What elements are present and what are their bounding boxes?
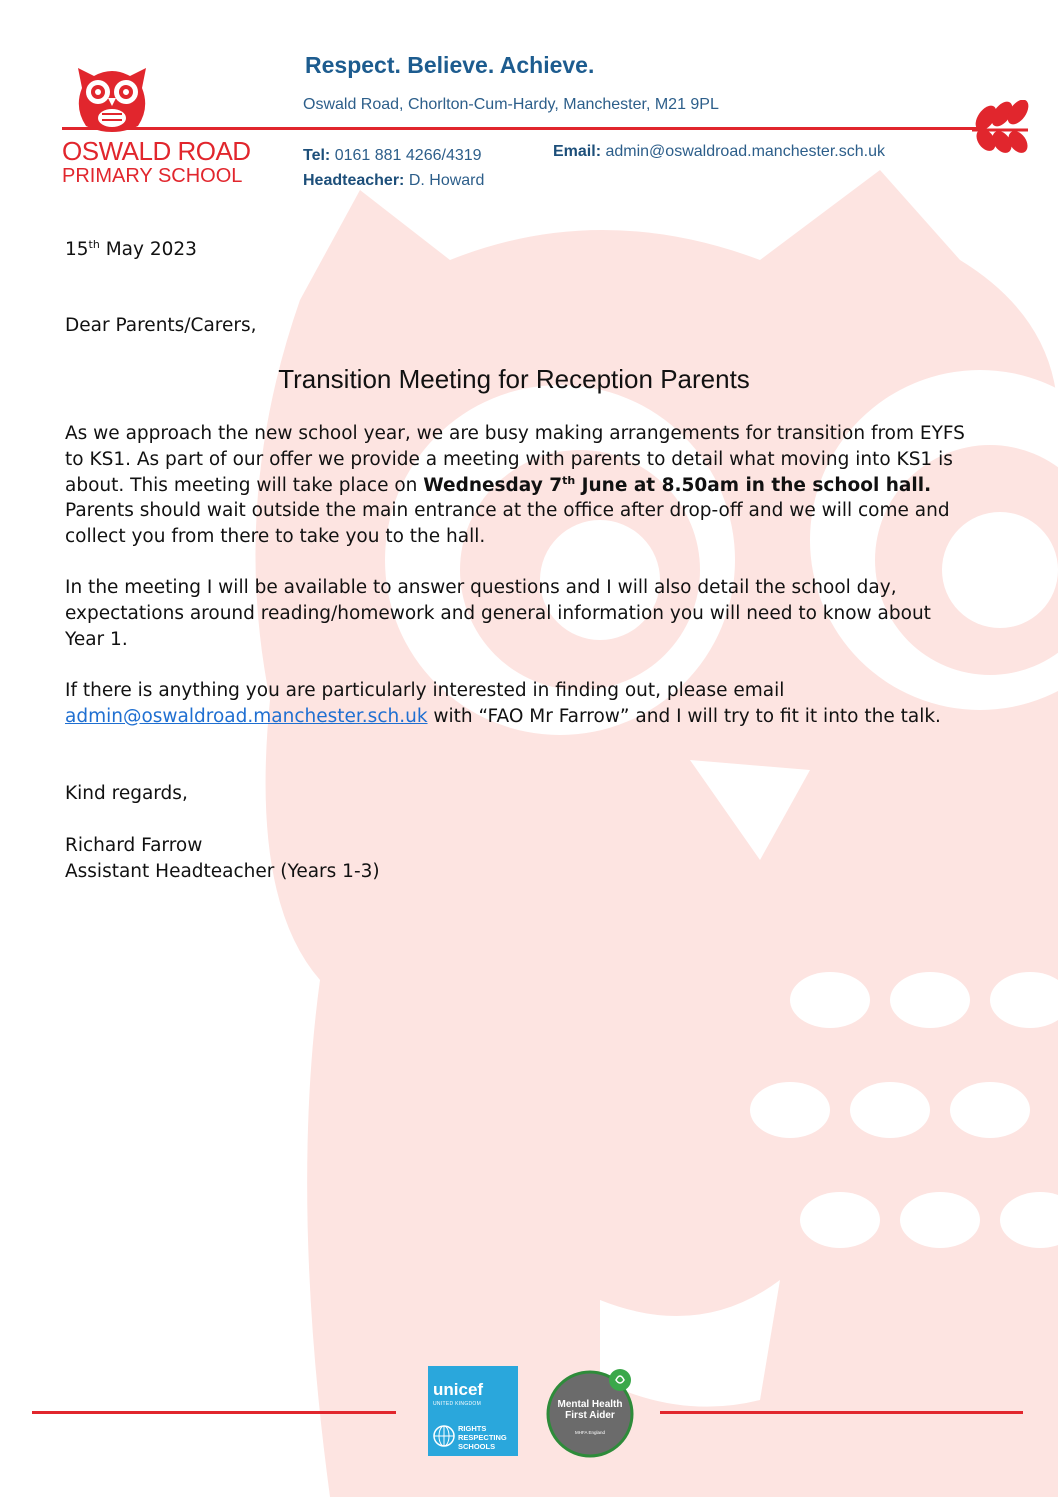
mhfa-line1: Mental Health xyxy=(557,1399,623,1410)
tel-label: Tel: xyxy=(303,147,331,164)
p1-text-a: As we approach the new school year, we are busy making arrangements for transition from EYFS to KS1. As part of our offer we provide a meeting with parents to detail what moving into KS1 is about. This meeting will take place on xyxy=(65,423,965,496)
telephone xyxy=(303,143,484,168)
paragraph-3 xyxy=(65,678,970,730)
email-link[interactable]: admin@oswaldroad.manchester.sch.uk xyxy=(65,705,428,727)
owl-logo-icon xyxy=(72,58,152,138)
mhfa-line2: First Aider xyxy=(565,1410,615,1421)
paragraph-2: In the meeting I will be available to answer questions and I will also detail the school day, expectations around reading/homework and general information you will need to know about Year 1. xyxy=(65,577,931,650)
header-divider xyxy=(62,127,980,130)
mhfa-org: MHFA England xyxy=(574,1430,606,1435)
letter-title: Transition Meeting for Reception Parents xyxy=(278,364,750,394)
unicef-name: unicef xyxy=(433,1380,484,1399)
header-email xyxy=(553,143,885,161)
p1-bold-a: Wednesday 7 xyxy=(423,474,563,496)
email-label: Email: xyxy=(553,143,602,160)
school-logo xyxy=(62,58,262,190)
rrs-line3: SCHOOLS xyxy=(458,1442,496,1451)
signature-block xyxy=(65,833,380,885)
date-suffix: th xyxy=(88,237,100,251)
p1-text-b: Parents should wait outside the main entrance at the office after drop-off and we will come and collect you from there to take you to the hall. xyxy=(65,500,950,548)
p1-meeting-details xyxy=(423,475,931,496)
laurel-icon xyxy=(968,100,1034,154)
headteacher xyxy=(303,168,484,193)
tel-value: 0161 881 4266/4319 xyxy=(334,147,482,164)
footer-divider-right xyxy=(660,1411,1023,1414)
globe-icon xyxy=(432,1424,456,1448)
letter-date xyxy=(65,237,197,263)
unicef-rrs-badge xyxy=(428,1366,518,1456)
head-value: D. Howard xyxy=(408,172,485,189)
rrs-line2: RESPECTING xyxy=(458,1433,507,1442)
signatory-name: Richard Farrow xyxy=(65,835,203,856)
footer-divider-left xyxy=(32,1411,396,1414)
p1-bold-sup: th xyxy=(562,473,576,487)
school-motto: Respect. Believe. Achieve. xyxy=(305,52,595,78)
head-label: Headteacher: xyxy=(303,172,405,189)
rrs-text xyxy=(458,1424,507,1451)
date-day: 15 xyxy=(65,239,89,260)
unicef-country: UNITED KINGDOM xyxy=(433,1401,482,1407)
mhfa-title xyxy=(544,1399,636,1421)
mhfa-badge xyxy=(544,1366,636,1458)
p3-text-a: If there is anything you are particularly interested in finding out, please email xyxy=(65,680,785,701)
school-name xyxy=(62,138,272,186)
salutation: Dear Parents/Carers, xyxy=(65,315,257,336)
rrs-line1: RIGHTS xyxy=(458,1424,487,1433)
p3-text-b: with “FAO Mr Farrow” and I will try to fit it into the talk. xyxy=(427,705,941,727)
school-name-line1: OSWALD ROAD xyxy=(62,136,251,166)
signatory-role: Assistant Headteacher (Years 1-3) xyxy=(65,860,380,882)
p1-bold-b: June at 8.50am in the school hall. xyxy=(575,474,932,496)
school-name-line2: PRIMARY SCHOOL xyxy=(62,165,243,187)
paragraph-1 xyxy=(65,421,970,550)
date-rest: May 2023 xyxy=(99,239,197,260)
contact-block xyxy=(303,143,484,193)
email-value[interactable]: admin@oswaldroad.manchester.sch.uk xyxy=(605,143,885,160)
school-address: Oswald Road, Chorlton-Cum-Hardy, Manchester, M21 9PL xyxy=(303,96,719,113)
closing: Kind regards, xyxy=(65,783,188,804)
